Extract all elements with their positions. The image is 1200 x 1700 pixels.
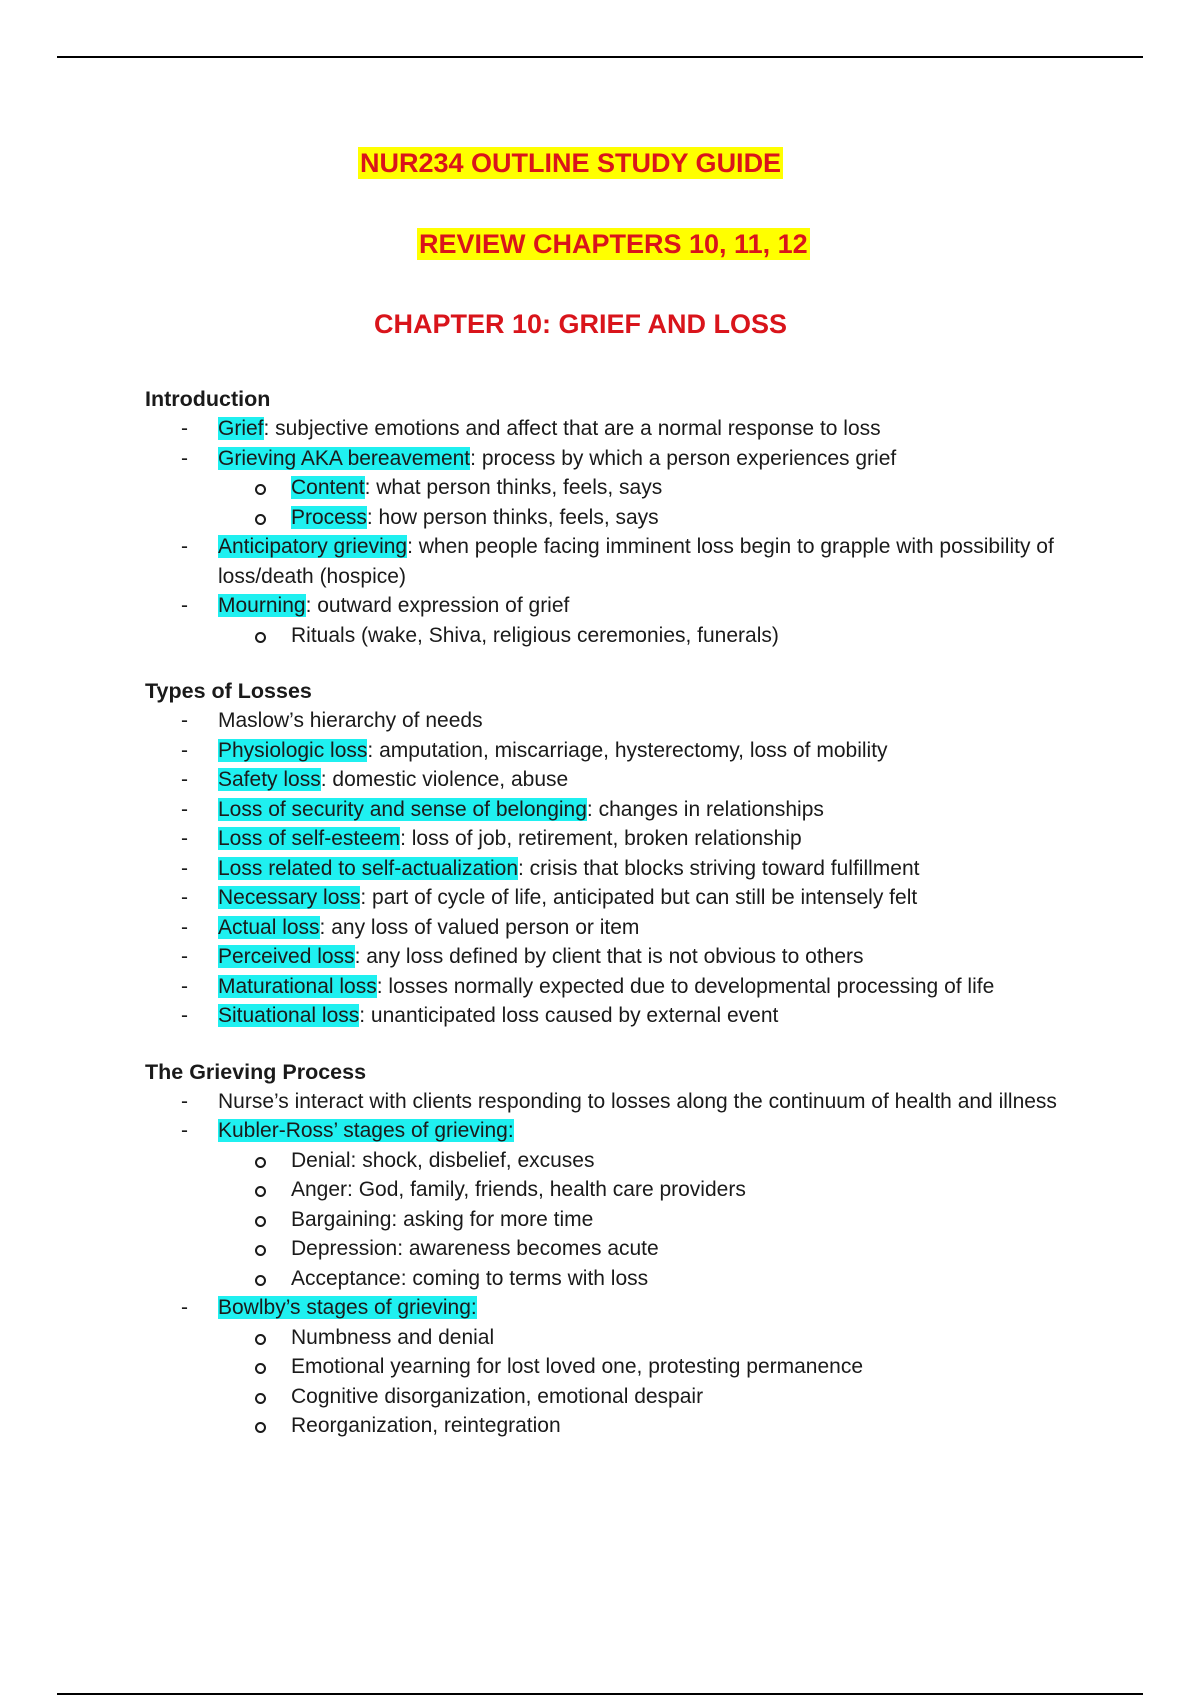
item-text: : any loss of valued person or item xyxy=(319,915,640,939)
sub-bullet-list xyxy=(145,473,1065,532)
highlighted-term: Bowlby’s stages of grieving: xyxy=(218,1296,477,1319)
chapter-heading: CHAPTER 10: GRIEF AND LOSS xyxy=(374,309,788,339)
item-text: Depression: awareness becomes acute xyxy=(291,1237,659,1260)
item-text: : loss of job, retirement, broken relationship xyxy=(400,827,802,850)
list-item xyxy=(145,972,1065,1002)
item-text: Cognitive disorganization, emotional despair xyxy=(291,1384,704,1408)
dash-bullet-icon: - xyxy=(181,594,188,617)
dash-bullet-icon: - xyxy=(181,856,188,880)
dash-bullet-icon: - xyxy=(181,1296,188,1319)
dash-bullet-icon: - xyxy=(181,709,188,732)
dash-bullet-icon: - xyxy=(181,797,188,821)
section-heading: The Grieving Process xyxy=(145,1059,367,1084)
highlighted-term: Physiologic loss xyxy=(218,738,368,762)
circle-bullet-icon xyxy=(255,1393,266,1404)
top-page-rule xyxy=(57,56,1143,58)
bottom-page-rule xyxy=(57,1693,1143,1695)
highlighted-term: Loss of self-esteem xyxy=(218,827,401,850)
section-the-grieving-process xyxy=(145,1057,1065,1441)
sub-list-item xyxy=(145,1411,1065,1441)
dash-bullet-icon: - xyxy=(181,446,188,470)
circle-bullet-icon xyxy=(255,1216,266,1227)
sub-list-item xyxy=(145,1205,1065,1235)
sub-bullet-list xyxy=(145,1323,1065,1441)
item-text: Reorganization, reintegration xyxy=(291,1414,561,1437)
item-text: : losses normally expected due to developmental processing of life xyxy=(376,974,995,998)
item-text: : amputation, miscarriage, hysterectomy, loss of mobility xyxy=(367,738,888,762)
sub-list-item xyxy=(145,1146,1065,1176)
list-item xyxy=(145,591,1065,621)
bullet-list xyxy=(145,1087,1065,1441)
bullet-list xyxy=(145,706,1065,1031)
list-item xyxy=(145,1087,1065,1117)
outline-content xyxy=(145,384,1065,1467)
circle-bullet-icon xyxy=(255,1157,266,1168)
dash-bullet-icon: - xyxy=(181,915,188,939)
dash-bullet-icon: - xyxy=(181,768,188,791)
highlighted-term: Mourning xyxy=(218,594,306,617)
list-item xyxy=(145,913,1065,943)
item-text: Acceptance: coming to terms with loss xyxy=(291,1266,649,1290)
section-introduction xyxy=(145,384,1065,650)
list-item xyxy=(145,1116,1065,1146)
dash-bullet-icon: - xyxy=(181,886,188,909)
item-text: : unanticipated loss caused by external event xyxy=(359,1004,779,1027)
highlighted-term: Safety loss xyxy=(218,768,321,791)
item-text: Numbness and denial xyxy=(291,1325,495,1349)
item-text: Maslow’s hierarchy of needs xyxy=(218,709,483,732)
sub-list-item xyxy=(145,1323,1065,1353)
dash-bullet-icon: - xyxy=(181,1119,188,1142)
item-text: Emotional yearning for lost loved one, protesting permanence xyxy=(291,1355,864,1378)
sub-list-item xyxy=(145,1382,1065,1412)
dash-bullet-icon: - xyxy=(181,974,188,998)
highlighted-term: Grieving AKA bereavement xyxy=(218,446,471,470)
highlighted-term: Content xyxy=(291,476,365,499)
circle-bullet-icon xyxy=(255,1275,266,1286)
dash-bullet-icon: - xyxy=(181,827,188,850)
circle-bullet-icon xyxy=(255,1334,266,1345)
highlighted-term: Kubler-Ross’ stages of grieving: xyxy=(218,1119,514,1142)
item-text: Denial: shock, disbelief, excuses xyxy=(291,1148,595,1172)
item-text: : subjective emotions and affect that are a normal response to loss xyxy=(263,417,881,440)
sub-list-item xyxy=(145,1234,1065,1264)
item-text: : outward expression of grief xyxy=(305,594,570,617)
list-item xyxy=(145,883,1065,913)
circle-bullet-icon xyxy=(255,484,266,495)
dash-bullet-icon: - xyxy=(181,945,188,968)
item-text: : changes in relationships xyxy=(586,797,824,821)
sub-list-item xyxy=(145,1264,1065,1294)
dash-bullet-icon: - xyxy=(181,417,188,440)
sub-bullet-list xyxy=(145,621,1065,651)
highlighted-term: Maturational loss xyxy=(218,974,377,998)
list-item xyxy=(145,942,1065,972)
highlighted-term: Grief xyxy=(218,417,264,440)
circle-bullet-icon xyxy=(255,1186,266,1197)
highlighted-term: Necessary loss xyxy=(218,886,361,909)
circle-bullet-icon xyxy=(255,1422,266,1433)
section-heading: Types of Losses xyxy=(145,679,312,703)
list-item xyxy=(145,765,1065,795)
item-text: : when people facing imminent loss begin to grapple with possibility of loss/death (hospice) xyxy=(218,535,1054,588)
circle-bullet-icon xyxy=(255,514,266,525)
highlighted-term: Anticipatory grieving xyxy=(218,535,408,558)
item-text: : any loss defined by client that is not obvious to others xyxy=(354,945,864,968)
circle-bullet-icon xyxy=(255,632,266,643)
document-title: NUR234 OUTLINE STUDY GUIDE xyxy=(360,148,782,178)
sub-list-item xyxy=(145,503,1065,533)
sub-list-item xyxy=(145,621,1065,651)
dash-bullet-icon: - xyxy=(181,1089,188,1113)
sub-list-item xyxy=(145,1352,1065,1382)
list-item xyxy=(145,414,1065,444)
list-item xyxy=(145,854,1065,884)
section-types-of-losses xyxy=(145,676,1065,1031)
list-item xyxy=(145,1001,1065,1031)
document-subtitle: REVIEW CHAPTERS 10, 11, 12 xyxy=(419,229,808,259)
list-item xyxy=(145,532,1065,591)
list-item xyxy=(145,1293,1065,1323)
list-item xyxy=(145,824,1065,854)
item-text: : how person thinks, feels, says xyxy=(366,505,659,529)
section-heading: Introduction xyxy=(145,387,271,411)
item-text: : part of cycle of life, anticipated but can still be intensely felt xyxy=(360,886,918,909)
item-text: : crisis that blocks striving toward fulfillment xyxy=(518,856,920,880)
item-text: : domestic violence, abuse xyxy=(320,768,569,791)
list-item xyxy=(145,736,1065,766)
highlighted-term: Loss of security and sense of belonging xyxy=(218,797,587,821)
list-item xyxy=(145,706,1065,736)
list-item xyxy=(145,444,1065,474)
item-text: Nurse’s interact with clients responding to losses along the continuum of health and illness xyxy=(218,1089,1057,1113)
sub-list-item xyxy=(145,1175,1065,1205)
highlighted-term: Process xyxy=(291,505,367,529)
dash-bullet-icon: - xyxy=(181,1004,188,1027)
dash-bullet-icon: - xyxy=(181,535,188,558)
sub-list-item xyxy=(145,473,1065,503)
highlighted-term: Situational loss xyxy=(218,1004,360,1027)
item-text: Bargaining: asking for more time xyxy=(291,1207,594,1231)
highlighted-term: Loss related to self-actualization xyxy=(218,856,518,880)
circle-bullet-icon xyxy=(255,1245,266,1256)
highlighted-term: Actual loss xyxy=(218,915,320,939)
highlighted-term: Perceived loss xyxy=(218,945,355,968)
sub-bullet-list xyxy=(145,1146,1065,1294)
item-text: : what person thinks, feels, says xyxy=(364,476,663,499)
circle-bullet-icon xyxy=(255,1363,266,1374)
item-text: : process by which a person experiences grief xyxy=(470,446,897,470)
item-text: Rituals (wake, Shiva, religious ceremonies, funerals) xyxy=(291,623,779,647)
item-text: Anger: God, family, friends, health care providers xyxy=(291,1178,746,1201)
bullet-list xyxy=(145,414,1065,650)
dash-bullet-icon: - xyxy=(181,738,188,762)
list-item xyxy=(145,795,1065,825)
